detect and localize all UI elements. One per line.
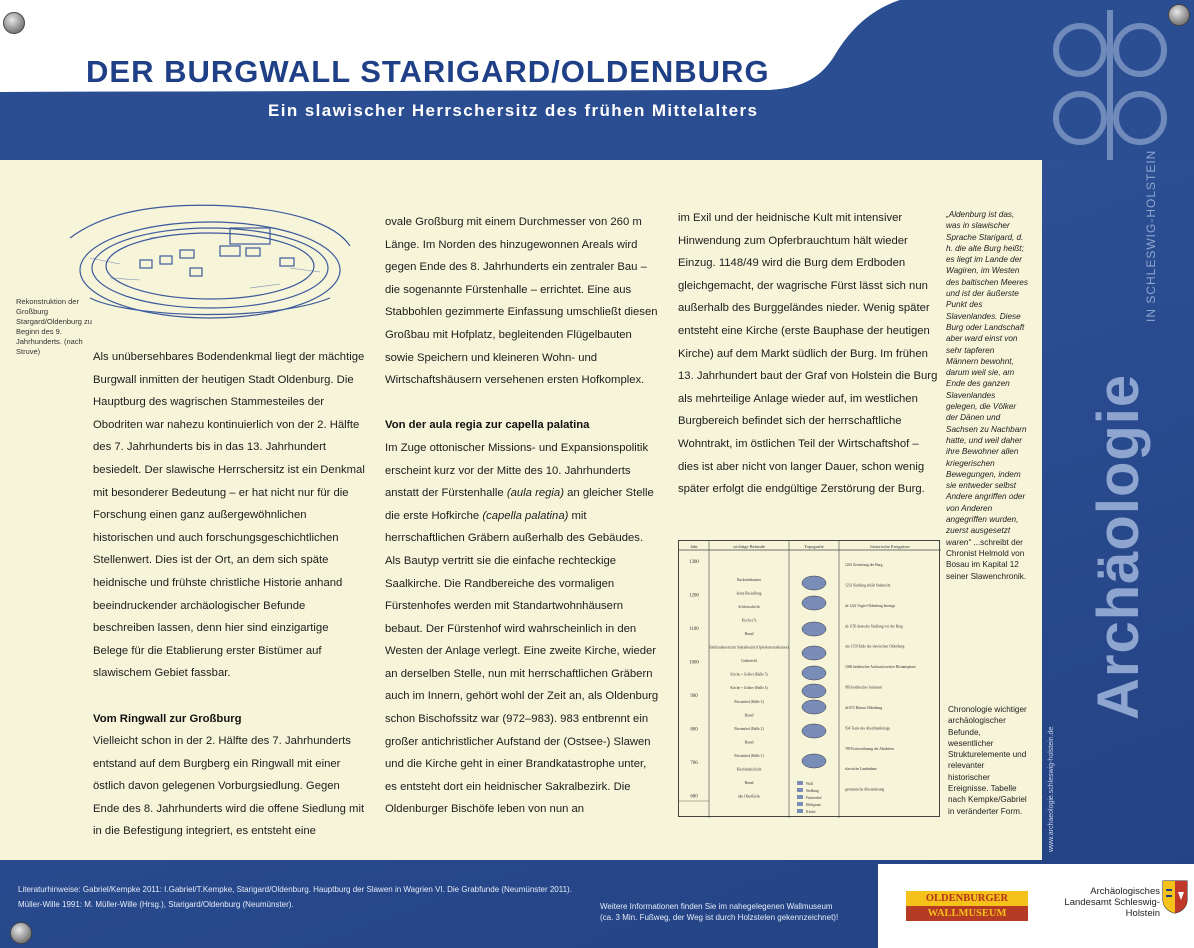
paragraph: ovale Großburg mit einem Durchmesser von 260 m Länge. Im Norden des hinzugewonnen Areals wird gegen Ende des 8. Jahrhunderts ein zentraler Bau – die sogenannte Fürstenhalle – errichtet. Eine aus Stabbohlen gezimmerte Einfassung umschließt diesen Großbau mit Hofplatz, begleitenden Flügelbauten sowie Speichern und kleineren Wohn- und Wirtschaftshäusern versehenen ersten Hofkomplex. [385,216,658,387]
ereignis-label: slawische Landnahme [845,767,877,772]
ereignis-label: 983 heidnischer Aufstand [845,685,882,690]
text-column-3 [678,207,940,501]
befund-label: Brand [744,632,754,637]
ereignis-label: 934 Taufe des Abodritenkönigs [845,726,890,731]
befund-label: Schlossschicht [738,605,760,610]
coat-of-arms-icon [1162,880,1188,914]
chronology-note: Chronologie wichtiger archäologischer Befunde, wesentlicher Strukturelemente und relevanter historischer Ereignisse. Tabelle nach Kempke/Gabriel in veränderter Form. [948,705,1027,816]
archaeologie-brand: Archäologie [1086,373,1151,720]
quote-source: ...schreibt der Chronist Helmold von Bosau im Kapital 12 seiner Slawenchronik. [946,537,1027,581]
info-line: Weitere Informationen finden Sie im nahegelegenen Wallmuseum [600,902,833,911]
helmold-quote [946,209,1028,582]
reference-line: Literaturhinweise: Gabriel/Kempke 2011: I.Gabriel/T.Kempke, Starigard/Oldenburg. Hauptburg der Slawen in Wagrien VI. Die Grabfunde (Neumünster 2011). [18,885,572,894]
befund-label: keine Besiedlung [736,591,762,596]
illustration-caption: Rekonstruktion der Großburg Stargard/Oldenburg zu Beginn des 9. Jahrhunderts. (nach Struve) [16,297,92,356]
italic-term: (aula regia) [506,487,564,500]
italic-term: (capella palatina) [482,509,569,522]
screw-icon [3,12,25,34]
website-url: www.archaeologie.schleswig-holstein.de [1048,726,1055,852]
topography-icon [802,700,826,714]
ereignis-label: ab 1156 deutsche Siedlung vor der Burg [845,624,903,629]
year-label: 600 [690,794,698,800]
topography-icon [802,684,826,698]
year-label: 1200 [689,593,699,599]
befund-label: Gräberfeld [741,659,757,664]
ereignis-label: germanische Abwanderung [845,787,885,792]
befund-label: alte Oberfläche [737,794,761,799]
topography-icon [802,646,826,660]
topography-icon [802,754,826,768]
befund-label: Fürstenhof (Halle 1) [734,753,764,758]
legend-swatch [797,795,803,799]
screw-icon [1168,4,1190,26]
befund-label: Kirche (?) [741,618,757,623]
reference-line: Müller-Wille 1991: M. Müller-Wille (Hrsg.), Starigard/Oldenburg (Neumünster). [18,900,294,909]
topography-icon [802,666,826,680]
wallmuseum-logo-top: OLDENBURGER [906,891,1028,906]
topography-icon [802,724,826,738]
table-header: Topografie [804,544,824,549]
section-heading: Von der aula regia zur capella palatina [385,419,590,432]
legend-swatch [797,809,803,813]
legend-swatch [797,781,803,785]
museum-info [600,902,838,923]
text-span: mit herrschaftlichen Gräbern außerhalb des Gebäudes. Als Bautyp vertritt sie die einfache rechteckige Saalkirche. Die Randbereiche des vormaligen Fürstenhofes werden mit Standartwohnhäusern bebaut. Der Fürstenhof wird wahrscheinlich in den Westen der Anlage verlegt. Eine zweite Kirche, wieder an derselben Stelle, nun mit herrschaftlichen Gräbern auch im Innern, gehört wohl der Zeit an, als Oldenburg schon Bischofssitz war (972–983). 983 entbrennt ein großer antichristlicher Aufstand der (Ostsee-) Slawen und die Kirche geht in einer Brandkatastrophe unter, es entsteht dort ein heidnischer Sakralbezirk. Die Oldenburger Bischöfe leben von nun an [385,509,659,816]
burgwall-reconstruction-drawing [50,198,360,328]
topography-icon [802,622,826,636]
decorative-emblem-icon [1040,0,1194,170]
screw-icon [10,922,32,944]
legend-label: Kirche [806,810,816,814]
befund-label: Kirche + Gräber (Halle 5) [730,672,768,677]
befund-label: Kleinfundschicht [736,767,762,772]
year-label: 1000 [689,660,699,666]
text-span: Im Zuge ottonischer Missions- und Expansionspolitik erscheint kurz vor der Mitte des 10. Jahrhunderts anstatt der Fürstenhalle [385,441,649,500]
legend-label: Fürstenhof [806,796,822,800]
page-title: DER BURGWALL STARIGARD/OLDENBURG [86,54,770,89]
befund-label: Backsteinbauten [737,578,761,582]
befund-label: Brand [744,713,754,718]
table-header: historische Ereignisse [870,544,910,549]
year-label: 1300 [689,560,699,565]
befund-label: Fürstenhof (Halle 2) [734,726,764,731]
year-label: 700 [690,761,698,766]
paragraph: Vielleicht schon in der 2. Hälfte des 7. Jahrhunderts entstand auf dem Burgberg ein Ringwall mit einer östlich davon gelegenen Vorburgsiedlung. Gegen Ende des 8. Jahrhunderts wird die offene Siedlung mit in die Befestigung integriert, es entsteht eine [93,735,365,838]
befund-label: Brand [744,780,754,785]
wallmuseum-logo-bottom: WALLMUSEUM [906,906,1028,921]
paragraph: im Exil und der heidnische Kult mit intensiver Hinwendung zum Opferbrauchtum hält wieder Einzug. 1148/49 wird die Burg dem Erdboden gleichgemacht, der wagrische Fürst lässt sich nun außerhalb des Burggeländes nieder. Wenig später entsteht eine Kirche (erste Bauphase der heutigen Kirche) auf dem Markt südlich der Burg. Im frühen 13. Jahrhundert baut der Graf von Holstein die Burg als mehrteilige Anlage wieder auf, im westlichen Burgbereich befindet sich der herrschaftliche Wohntrakt, im östlichen Teil der Wirtschaftshof – dies ist aber nicht von langer Dauer, schon wenig später erfolgt die endgültige Zerstörung der Burg. [678,212,938,496]
befund-label: Idolfundament mit Sakralbezirk (Opferkonstruktionen) [709,645,789,650]
befund-label: Kirche + Gräber (Halle 4) [730,686,768,691]
chronology-table [678,540,940,817]
legend-swatch [797,788,803,792]
table-header: Jahr [690,544,698,549]
legend-swatch [797,802,803,806]
year-label: 800 [690,727,698,733]
landesamt-name: Archäologisches Landesamt Schleswig-Holstein [1064,886,1160,919]
text-column-2 [385,211,660,821]
topography-icon [802,596,826,610]
ereignis-label: 1261 Zerstörung der Burg [845,563,883,567]
topography-icon [802,576,826,590]
year-label: 1100 [689,627,699,632]
legend-label: Heiligtum [806,803,821,807]
befund-label: Brand [744,740,754,745]
page-subtitle: Ein slawischer Herrschersitz des frühen Mittelalters [268,101,759,120]
literature-references [18,882,572,912]
ereignis-label: ab 1222 Vogtei Oldenburg bezeugt [845,603,895,608]
ereignis-label: 1066 heidnischer Aufstand zweiter Bistumsphase [845,665,916,670]
section-heading: Vom Ringwall zur Großburg [93,712,242,725]
chronology-table-graphic [679,541,941,818]
text-span: an gleicher Stelle die erste Hofkirche [385,487,654,522]
ereignis-label: ab 972 Bistum Oldenburg [845,705,883,710]
befund-label: Fürstenhof (Halle 3) [734,699,764,704]
region-label: IN SCHLESWIG-HOLSTEIN [1144,149,1158,322]
ereignis-label: 1233 Siedlung erhält Stadtrecht [845,583,891,588]
ereignis-label: 789 Ersterwähnung der Abodriten [845,746,894,751]
paragraph [385,437,660,821]
quote-text: „Aldenburg ist das, was in slawischer Sprache Starigard, d. h. die alte Burg heißt; es liegt im Lande der Wagiren, im Westen des baltischen Meeres und ist der äußerste Punkt des Slavenlandes. Diese Burg oder Landschaft aber ward einst von sehr tapferen Männern bewohnt, darum weil sie, am Ende des ganzen Slavenlandes gelegen, die Völker der Dänen und Sachsen zu Nachbarn hatte, und weil daher ihre Bewohner allen kriegerischen Bewegungen, indem sie entweder selbst Andere angriffen oder von Anderen angegriffen wurden, zuerst ausgesetzt waren“ [946,210,1028,547]
text-column-1 [93,346,365,843]
paragraph: Als unübersehbares Bodendenkmal liegt der mächtige Burgwall inmitten der heutigen Stadt Oldenburg. Die Hauptburg des wagrischen Stammesteiles der Obodriten war nahezu kontinuierlich von der 2. Hälfte des 7. Jahrhunderts bis in das 13. Jahrhundert besiedelt. Der slawische Herrschersitz ist ein Denkmal mit besonderer Bedeutung – er hat nicht nur für die Forschung einen ganz außergewöhnlichen historischen und auch forschungsgeschichtlichen Stellenwert. Dies ist der Ort, an dem sich späte heidnische und frühste christliche Historie anhand beeindruckender archäologischer Befunde beschreiben lassen, denn hier sind einzigartige Belege für die Etablierung erster Bistümer auf slawischem Gebiet fassbar. [93,351,365,680]
year-label: 900 [690,694,698,699]
ereignis-label: um 1150 Ende des slawischen Oldenburg [845,644,905,649]
legend-label: Wall [806,782,813,786]
table-header: wichtige Befunde [733,544,765,549]
legend-label: Siedlung [806,789,819,793]
info-line: (ca. 3 Min. Fußweg, der Weg ist durch Holzstelen gekennzeichnet)! [600,912,839,922]
